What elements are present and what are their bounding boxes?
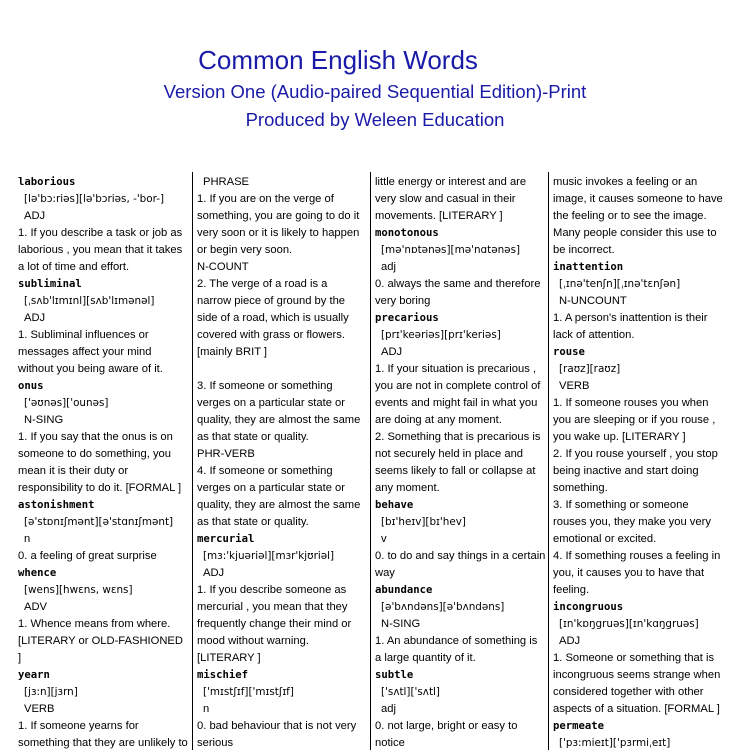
definition-line: 0. always the same and therefore — [375, 278, 541, 290]
pronunciation: [mə'nɒtənəs][mə'nɑtənəs] — [381, 244, 521, 256]
definition-line: a lot of time and effort. — [18, 261, 130, 273]
definition-line: 1. If your situation is precarious , — [375, 363, 537, 375]
definition-line: 4. If something rouses a feeling in — [553, 550, 721, 562]
definition-line: mercurial , you mean that they — [197, 601, 348, 613]
part-of-speech: PHRASE — [203, 176, 250, 188]
definition-line: a large quantity of it. — [375, 652, 476, 664]
document-header — [0, 0, 750, 150]
definition-line: 1. If someone rouses you when — [553, 397, 709, 409]
definition-line: responsibility to do it. [FORMAL ] — [18, 482, 182, 494]
headword: behave — [375, 499, 414, 511]
definition-line: narrow piece of ground by the — [197, 295, 346, 307]
pronunciation: [wens][hwɛns, wɛns] — [24, 584, 133, 596]
definition-line: [LITERARY or OLD-FASHIONED — [18, 635, 183, 647]
column-divider — [370, 172, 371, 750]
definition-line: PHR-VERB — [197, 448, 255, 460]
definition-line: as that state or quality. — [197, 516, 309, 528]
definition-line: frequently change their mind or — [197, 618, 352, 630]
definition-line: aspects of a situation. [FORMAL ] — [553, 703, 720, 715]
definition-line: the feeling or to see the image. — [553, 210, 707, 222]
definition-line: N-COUNT — [197, 261, 249, 273]
pronunciation: [mɜ:'kjuəriəl][mɜr'kjʊriəl] — [203, 550, 335, 562]
definition-line: feeling. — [553, 584, 590, 596]
part-of-speech: N-SING — [24, 414, 64, 426]
definition-line: 1. Whence means from where. — [18, 618, 171, 630]
pronunciation: [bɪ'heɪv][bɪ'hev] — [381, 516, 466, 528]
definition-line: incongruous seems strange when — [553, 669, 721, 681]
headword: laborious — [18, 176, 76, 188]
headword: abundance — [375, 584, 433, 596]
definition-line: not securely held in place and — [375, 448, 524, 460]
definition-line: considered together with other — [553, 686, 704, 698]
definition-line: quality, they are almost the same — [197, 414, 361, 426]
definition-line: verges on a particular state or — [197, 482, 345, 494]
part-of-speech: v — [381, 533, 387, 545]
headword: subliminal — [18, 278, 82, 290]
pronunciation: [ˌsʌb'lɪmɪnl][sʌb'lɪmənəl] — [24, 295, 155, 307]
definition-line: movements. [LITERARY ] — [375, 210, 503, 222]
definition-line: way — [375, 567, 395, 579]
definition-line: mood without warning. — [197, 635, 309, 647]
headword: yearn — [18, 669, 50, 681]
definition-line: 3. If something or someone — [553, 499, 689, 511]
definition-line: 1. If someone yearns for — [18, 720, 139, 732]
pronunciation: ['sʌtl]['sʌtl] — [381, 686, 440, 698]
definition-line: without you being aware of it. — [18, 363, 163, 375]
definition-line: being inactive and start doing — [553, 465, 699, 477]
definition-line: someone to do something, you — [18, 448, 171, 460]
definition-line: mean it is their duty or — [18, 465, 129, 477]
part-of-speech: ADJ — [24, 210, 46, 222]
headword: mercurial — [197, 533, 255, 545]
definition-line: rouses you, they make you very — [553, 516, 711, 528]
column-divider — [548, 172, 549, 750]
definition-line: side of a road, which is usually — [197, 312, 349, 324]
definition-line: [mainly BRIT ] — [197, 346, 268, 358]
definition-line: ] — [18, 652, 22, 664]
definition-line: quality, they are almost the same — [197, 499, 361, 511]
part-of-speech: VERB — [559, 380, 590, 392]
definition-line: Many people consider this use to — [553, 227, 717, 239]
definition-line: 2. Something that is precarious is — [375, 431, 541, 443]
definition-line: 1. If you are on the verge of — [197, 193, 334, 205]
pronunciation: ['mɪstʃɪf]['mɪstʃɪf] — [203, 686, 294, 698]
part-of-speech: adj — [381, 703, 396, 715]
pronunciation: [ˌɪnə'tenʃn][ˌɪnə'tɛnʃən] — [559, 278, 681, 290]
definition-line: 0. bad behaviour that is not very — [197, 720, 357, 732]
part-of-speech: N-UNCOUNT — [559, 295, 627, 307]
definition-line: something that they are unlikely to — [18, 737, 188, 749]
part-of-speech: ADJ — [381, 346, 403, 358]
definition-line: covered with grass or flowers. — [197, 329, 345, 341]
definition-line: 0. not large, bright or easy to — [375, 720, 518, 732]
definition-line: 0. to do and say things in a certain — [375, 550, 546, 562]
definition-line: messages affect your mind — [18, 346, 152, 358]
column-divider — [192, 172, 193, 750]
part-of-speech: ADJ — [24, 312, 46, 324]
pronunciation: ['pɜ:mieɪt]['pɜrmiˌeɪt] — [559, 737, 671, 749]
definition-line: 1. If you describe a task or job as — [18, 227, 183, 239]
part-of-speech: n — [203, 703, 210, 715]
headword: inattention — [553, 261, 624, 273]
definition-line: lack of attention. — [553, 329, 635, 341]
word-column-2 — [197, 174, 367, 750]
definition-line: music invokes a feeling or an — [553, 176, 698, 188]
definition-line: 2. If you rouse yourself , you stop — [553, 448, 718, 460]
definition-line: as that state or quality. — [197, 431, 309, 443]
pronunciation: [prɪ'keəriəs][prɪ'keriəs] — [381, 329, 501, 341]
definition-line: 0. a feeling of great surprise — [18, 550, 157, 562]
definition-line: image, it causes someone to have — [553, 193, 723, 205]
definition-line: little energy or interest and are — [375, 176, 527, 188]
definition-line: very boring — [375, 295, 431, 307]
part-of-speech: ADJ — [559, 635, 581, 647]
pronunciation: [ɪn'kɒŋgruəs][ɪn'kɑŋgruəs] — [559, 618, 699, 630]
definition-line: you are sleeping or if you rouse , — [553, 414, 716, 426]
definition-line: 4. If someone or something — [197, 465, 333, 477]
definition-line: notice — [375, 737, 405, 749]
headword: permeate — [553, 720, 605, 732]
definition-line: 1. If you describe someone as — [197, 584, 347, 596]
definition-line: or begin very soon. — [197, 244, 293, 256]
definition-line: events and might fail in what you — [375, 397, 538, 409]
headword: subtle — [375, 669, 414, 681]
word-column-4 — [553, 174, 728, 750]
definition-line: serious — [197, 737, 234, 749]
headword: precarious — [375, 312, 439, 324]
pronunciation: [jɜ:n][jɜrn] — [24, 686, 78, 698]
definition-line: emotional or excited. — [553, 533, 657, 545]
part-of-speech: n — [24, 533, 31, 545]
part-of-speech: adj — [381, 261, 396, 273]
definition-line: any moment. — [375, 482, 440, 494]
word-column-3 — [375, 174, 548, 750]
definition-line: you are not in complete control of — [375, 380, 541, 392]
definition-line: 3. If someone or something — [197, 380, 333, 392]
definition-line: are doing at any moment. — [375, 414, 502, 426]
definition-line: 1. Someone or something that is — [553, 652, 715, 664]
definition-line: you wake up. [LITERARY ] — [553, 431, 686, 443]
headword: rouse — [553, 346, 585, 358]
definition-line: 1. An abundance of something is — [375, 635, 538, 647]
definition-line: something, you are going to do it — [197, 210, 360, 222]
headword: whence — [18, 567, 57, 579]
pronunciation: [ə'bʌndəns][ə'bʌndəns] — [381, 601, 505, 613]
definition-line: be incorrect. — [553, 244, 615, 256]
definition-line: 2. The verge of a road is a — [197, 278, 328, 290]
definition-line: very soon or it is likely to happen — [197, 227, 360, 239]
headword: incongruous — [553, 601, 624, 613]
part-of-speech: VERB — [24, 703, 55, 715]
definition-line: 1. If you say that the onus is on — [18, 431, 173, 443]
pronunciation: [raʊz][raʊz] — [559, 363, 621, 375]
definition-line: 1. Subliminal influences or — [18, 329, 149, 341]
definition-line: verges on a particular state or — [197, 397, 345, 409]
headword: mischief — [197, 669, 249, 681]
definition-line: [LITERARY ] — [197, 652, 261, 664]
word-column-1 — [18, 174, 190, 750]
headword: monotonous — [375, 227, 439, 239]
part-of-speech: N-SING — [381, 618, 421, 630]
document-title: Common English Words — [198, 45, 478, 75]
pronunciation: ['əʊnəs]['ounəs] — [24, 397, 109, 409]
definition-line — [197, 361, 367, 378]
headword: onus — [18, 380, 44, 392]
definition-line: seems likely to fall or collapse at — [375, 465, 536, 477]
document-subtitle: Version One (Audio-paired Sequential Edition)-Print — [163, 81, 587, 102]
definition-line: something. — [553, 482, 608, 494]
headword: astonishment — [18, 499, 95, 511]
definition-line: 1. A person's inattention is their — [553, 312, 708, 324]
pronunciation: [lə'bɔ:riəs][lə'bɔriəs, -'bor-] — [24, 193, 165, 205]
definition-line: very slow and casual in their — [375, 193, 516, 205]
definition-line: laborious , you mean that it takes — [18, 244, 183, 256]
part-of-speech: ADJ — [203, 567, 225, 579]
document-producer: Produced by Weleen Education — [245, 109, 505, 130]
definition-line: you, it causes you to have that — [553, 567, 705, 579]
part-of-speech: ADV — [24, 601, 48, 613]
pronunciation: [ə'stɒnɪʃmənt][ə'stɑnɪʃmənt] — [24, 516, 174, 528]
